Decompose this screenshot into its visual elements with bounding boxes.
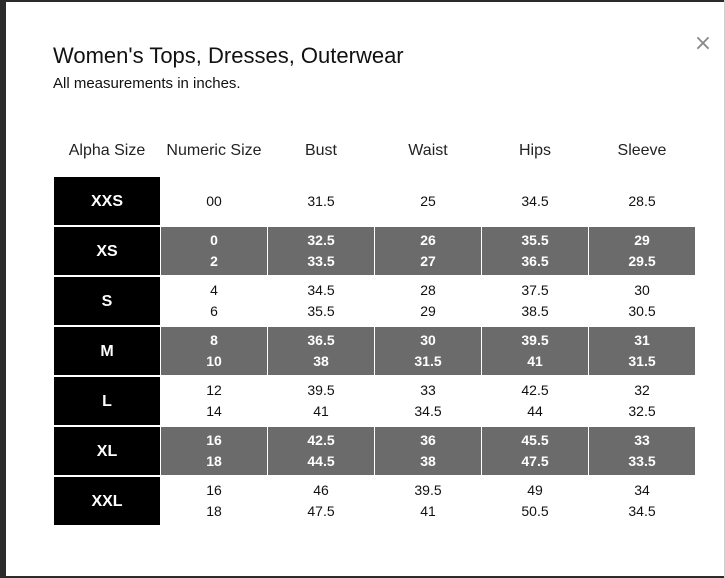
hips-value: 36.5: [521, 253, 549, 269]
sleeve-value: 32.5: [628, 403, 656, 419]
bust-value: 35.5: [307, 303, 335, 319]
numeric-cell: [161, 427, 267, 475]
bust-cell: [268, 477, 374, 525]
sleeve-value: 33: [634, 432, 650, 448]
header-alpha-size: Alpha Size: [68, 142, 146, 159]
numeric-value: 00: [206, 192, 222, 209]
hips-value: 37.5: [521, 282, 549, 298]
numeric-value: 12: [206, 382, 222, 398]
modal-subtitle: All measurements in inches.: [53, 75, 241, 92]
hips-value: 39.5: [521, 332, 549, 348]
bust-value: 42.5: [307, 432, 335, 448]
waist-cell: [375, 227, 481, 275]
bust-value: 41: [313, 403, 329, 419]
bust-value: 46: [313, 482, 329, 498]
waist-cell: [375, 477, 481, 525]
bust-value: 36.5: [307, 332, 335, 348]
header-numeric-size: Numeric Size: [166, 142, 262, 159]
waist-cell: [375, 277, 481, 325]
alpha-size-cell: M: [54, 327, 160, 375]
window-top-border: [0, 0, 725, 2]
waist-value: 38: [420, 453, 436, 469]
hips-value: 45.5: [521, 432, 549, 448]
hips-value: 34.5: [521, 192, 549, 209]
hips-value: 47.5: [521, 453, 549, 469]
waist-value: 27: [420, 253, 436, 269]
sleeve-value: 32: [634, 382, 650, 398]
waist-value: 34.5: [414, 403, 442, 419]
numeric-value: 8: [210, 332, 218, 348]
sleeve-cell: [589, 477, 695, 525]
bust-value: 33.5: [307, 253, 335, 269]
numeric-cell: [161, 377, 267, 425]
waist-value: 25: [420, 192, 436, 209]
bust-cell: [268, 277, 374, 325]
window-left-border: [0, 0, 6, 578]
sleeve-cell: [589, 277, 695, 325]
modal-title: Women's Tops, Dresses, Outerwear: [53, 43, 404, 68]
numeric-cell: [161, 227, 267, 275]
hips-cell: [482, 477, 588, 525]
hips-cell: [482, 277, 588, 325]
numeric-value: 10: [206, 353, 222, 369]
numeric-value: 16: [206, 482, 222, 498]
sleeve-cell: [589, 427, 695, 475]
table-row: [54, 227, 696, 275]
waist-value: 28: [420, 282, 436, 298]
hips-value: 49: [527, 482, 543, 498]
bust-value: 31.5: [307, 192, 335, 209]
numeric-value: 18: [206, 503, 222, 519]
hips-cell: [482, 177, 588, 225]
sleeve-cell: [589, 377, 695, 425]
sleeve-value: 33.5: [628, 453, 656, 469]
sleeve-value: 28.5: [628, 192, 656, 209]
numeric-value: 4: [210, 282, 218, 298]
header-hips: Hips: [518, 142, 551, 159]
hips-value: 41: [527, 353, 543, 369]
numeric-value: 16: [206, 432, 222, 448]
numeric-cell: [161, 277, 267, 325]
bust-value: 44.5: [307, 453, 335, 469]
sleeve-value: 34.5: [628, 503, 656, 519]
waist-cell: [375, 377, 481, 425]
sleeve-value: 29: [634, 232, 650, 248]
alpha-size-cell: XXS: [54, 177, 160, 225]
numeric-value: 18: [206, 453, 222, 469]
sleeve-value: 31: [634, 332, 650, 348]
table-row: [54, 427, 696, 475]
bust-value: 39.5: [307, 382, 335, 398]
sleeve-value: 31.5: [628, 353, 656, 369]
hips-value: 38.5: [521, 303, 549, 319]
table-row: [54, 177, 696, 225]
waist-value: 33: [420, 382, 436, 398]
bust-cell: [268, 227, 374, 275]
waist-value: 36: [420, 432, 436, 448]
numeric-value: 0: [210, 232, 218, 248]
size-table: [54, 177, 696, 527]
hips-cell: [482, 227, 588, 275]
sleeve-cell: [589, 327, 695, 375]
hips-value: 42.5: [521, 382, 549, 398]
numeric-cell: [161, 477, 267, 525]
bust-cell: [268, 427, 374, 475]
header-sleeve: Sleeve: [617, 142, 667, 159]
hips-cell: [482, 377, 588, 425]
table-row: [54, 477, 696, 525]
header-waist: Waist: [408, 142, 448, 159]
waist-value: 41: [420, 503, 436, 519]
numeric-value: 14: [206, 403, 222, 419]
hips-cell: [482, 427, 588, 475]
numeric-cell: [161, 327, 267, 375]
alpha-size-cell: XS: [54, 227, 160, 275]
sleeve-value: 30.5: [628, 303, 656, 319]
table-row: [54, 327, 696, 375]
alpha-size-cell: XL: [54, 427, 160, 475]
bust-cell: [268, 327, 374, 375]
sleeve-cell: [589, 227, 695, 275]
hips-value: 44: [527, 403, 543, 419]
bust-cell: [268, 377, 374, 425]
numeric-value: 6: [210, 303, 218, 319]
bust-value: 32.5: [307, 232, 335, 248]
waist-cell: [375, 177, 481, 225]
waist-value: 30: [420, 332, 436, 348]
waist-value: 26: [420, 232, 436, 248]
alpha-size-cell: S: [54, 277, 160, 325]
hips-value: 35.5: [521, 232, 549, 248]
alpha-size-cell: XXL: [54, 477, 160, 525]
hips-cell: [482, 327, 588, 375]
sleeve-cell: [589, 177, 695, 225]
bust-value: 34.5: [307, 282, 335, 298]
bust-value: 38: [313, 353, 329, 369]
sleeve-value: 29.5: [628, 253, 656, 269]
header-bust: Bust: [304, 142, 337, 159]
bust-cell: [268, 177, 374, 225]
waist-value: 29: [420, 303, 436, 319]
table-row: [54, 277, 696, 325]
table-row: [54, 377, 696, 425]
sleeve-value: 34: [634, 482, 650, 498]
bust-value: 47.5: [307, 503, 335, 519]
numeric-cell: [161, 177, 267, 225]
waist-value: 39.5: [414, 482, 442, 498]
close-icon[interactable]: ×: [693, 31, 713, 56]
numeric-value: 2: [210, 253, 218, 269]
sleeve-value: 30: [634, 282, 650, 298]
alpha-size-cell: L: [54, 377, 160, 425]
waist-cell: [375, 327, 481, 375]
hips-value: 50.5: [521, 503, 549, 519]
waist-value: 31.5: [414, 353, 442, 369]
waist-cell: [375, 427, 481, 475]
